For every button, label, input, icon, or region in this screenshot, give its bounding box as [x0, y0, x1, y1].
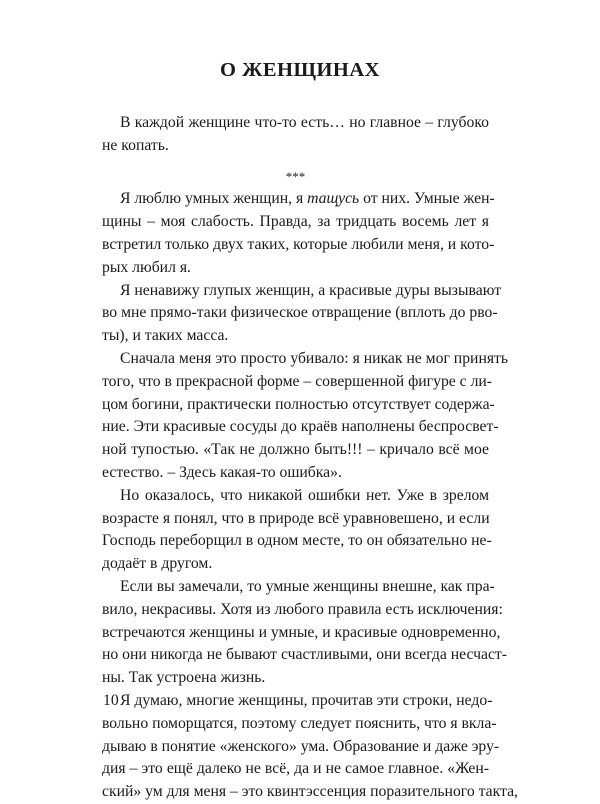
paragraph-line: дия – это ещё далеко не всё, да и не самое главное. «Жен- — [102, 760, 489, 778]
paragraph-line: цом богини, практически полностью отсутствует содержа- — [102, 395, 495, 413]
paragraph-line: ский» ум для меня – это квинтэссенция поразительного такта, — [102, 783, 518, 801]
epigraph-line: В каждой женщине что-то есть… но главное – глубоко — [120, 114, 489, 131]
paragraph-line: во мне прямо-таки физическое отвращение (вплоть до рво- — [102, 304, 498, 322]
paragraph-line: Я думаю, многие женщины, прочитав эти строки, недо- — [120, 691, 493, 709]
paragraph-line: возрасте я понял, что в природе всё уравновешено, и если — [102, 509, 490, 527]
paragraph-line: естество. – Здесь какая-то ошибка». — [102, 463, 342, 481]
paragraph-line: встречаются женщины и умные, и красивые одновременно, — [102, 623, 501, 641]
paragraph-line: встретил только двух таких, которые любили меня, и кото- — [102, 235, 495, 253]
body-text — [102, 112, 518, 804]
paragraph-line: вило, некрасивы. Хотя из любого правила есть исключения: — [102, 600, 503, 618]
paragraph-line: ны. Так устроена жизнь. — [102, 669, 266, 687]
paragraph-line: Если вы замечали, то умные женщины внешне, как пра- — [120, 577, 495, 595]
section-separator: *** — [285, 168, 306, 184]
paragraph-line: Но оказалось, что никакой ошибки нет. Уже в зрелом — [120, 486, 489, 504]
paragraph-line: Сначала меня это просто убивало: я никак не мог принять — [120, 349, 509, 367]
paragraph-line: щины – моя слабость. Правда, за тридцать восемь лет я — [102, 213, 489, 231]
paragraph-line: ты), и таких масса. — [102, 327, 229, 345]
paragraph-line: додаёт в другом. — [102, 555, 213, 573]
paragraph-line: рых любил я. — [102, 258, 191, 276]
paragraph-line: вольно поморщатся, поэтому следует пояснить, что я вкла- — [102, 714, 497, 732]
chapter-title: О ЖЕНЩИНАХ — [220, 59, 380, 81]
paragraph-line: Я ненавижу глупых женщин, а красивые дуры вызывают — [120, 281, 502, 299]
page-number: 10 — [103, 692, 119, 709]
paragraph-line: того, что в прекрасной форме – совершенной фигуре с ли- — [102, 372, 493, 390]
paragraph-line: ной тупостью. «Так не должно быть!!! – кричало всё мое — [102, 441, 489, 459]
paragraph-line: дываю в понятие «женского» ума. Образование и даже эру- — [102, 737, 500, 755]
paragraph-line: Господь переборщил в одном месте, то он обязательно не- — [102, 532, 492, 550]
emphasized-word: тащусь — [307, 190, 360, 208]
paragraph-line: ние. Эти красивые сосуды до краёв наполнены беспросвет- — [102, 418, 499, 436]
paragraph-line: Я люблю умных женщин, я тащусь от них. Умные жен- — [120, 190, 495, 208]
paragraph-line: но они никогда не бывают счастливыми, они всегда несчаст- — [102, 646, 508, 664]
epigraph-line: не копать. — [102, 136, 169, 154]
